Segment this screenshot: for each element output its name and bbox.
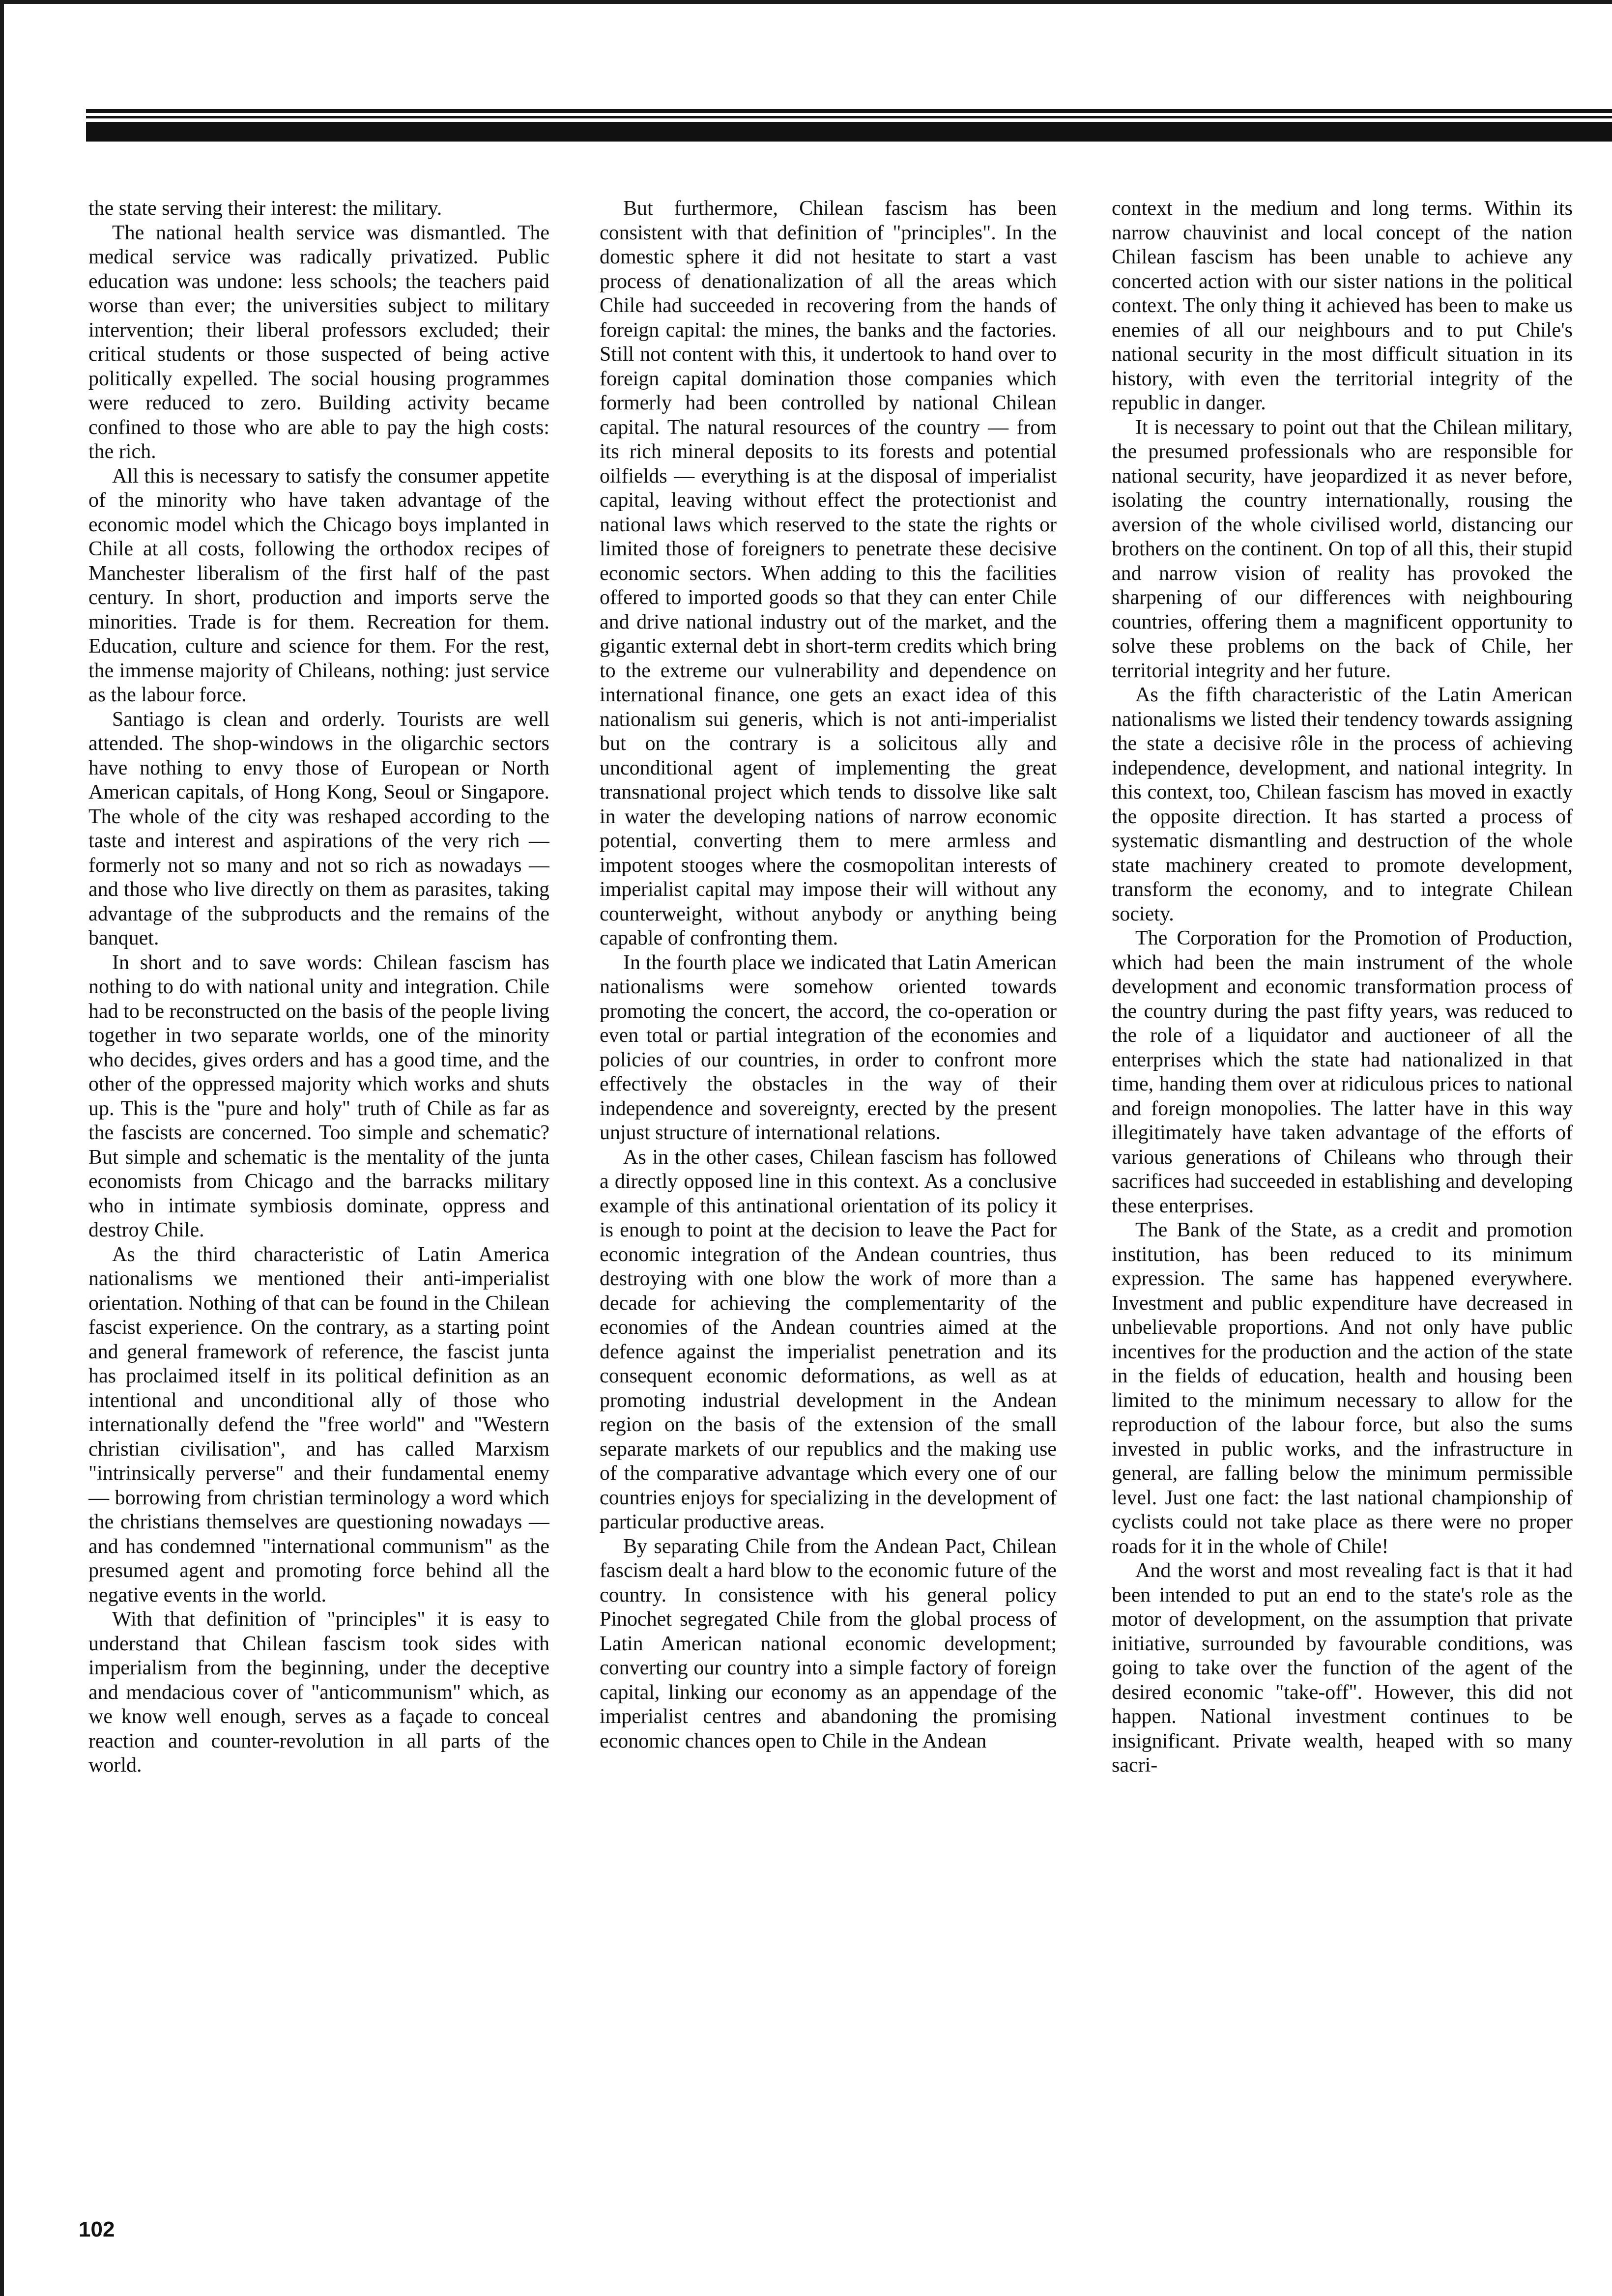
paragraph: As in the other cases, Chilean fascism has followed a directly opposed line in this context. As a conclusive example of this antinational orientation of its policy it is enough to point at the decision to leave the Pact for economic integration of the Andean countries, thus destroying with one blow the work of more than a decade for achieving the complementarity of the economies of the Andean countries aimed at the defence against the imperialist penetration and its consequent economic deformations, as well as at promoting industrial development in the Andean region on the basis of the extension of the small separate markets of our republics and the making use of the comparative advantage which every one of our countries enjoys for specializing in the development of particular productive areas. bbox=[600, 1146, 1057, 1533]
paragraph: It is necessary to point out that the Chilean military, the presumed professionals who are responsible for national security, have jeopardized it as never before, isolating the country internationally, rousing the aversion of the whole civilised world, distancing our brothers on the continent. On top of all this, their stupid and narrow vision of reality has provoked the sharpening of our differences with neighbouring countries, offering them a magnificent opportunity to solve these problems on the back of Chile, her territorial integrity and her future. bbox=[1112, 416, 1573, 682]
page-number: 102 bbox=[79, 2217, 115, 2241]
header-rule-thin-top bbox=[86, 109, 1612, 113]
paragraph: In the fourth place we indicated that Latin American nationalisms were somehow oriented towards promoting the concert, the accord, the co-operation or even total or partial integration of the economies and policies of our countries, in order to confront more effectively the obstacles in the way of their independence and sovereignty, erected by the present unjust structure of international relations. bbox=[600, 951, 1057, 1144]
top-border-rule bbox=[0, 0, 1612, 4]
paragraph: As the fifth characteristic of the Latin American nationalisms we listed their tendency towards assigning the state a decisive rôle in the process of achieving independence, development, and national integrity. In this context, too, Chilean fascism has moved in exactly the opposite direction. It has started a process of systematic dismantling and destruction of the whole state machinery created to promote development, transform the economy, and to integrate Chilean society. bbox=[1112, 684, 1573, 925]
header-rule-thick bbox=[86, 122, 1612, 142]
paragraph: Santiago is clean and orderly. Tourists are well attended. The shop-windows in the oligarchic sectors have nothing to envy those of European or North American capitals, of Hong Kong, Seoul or Singapore. The whole of the city was reshaped according to the taste and interest and aspirations of the very rich — formerly not so many and not so rich as nowadays — and those who live directly on them as parasites, taking advantage of the subproducts and the remains of the banquet. bbox=[88, 708, 549, 949]
paragraph: By separating Chile from the Andean Pact, Chilean fascism dealt a hard blow to the economic future of the country. In consistence with his general policy Pinochet segregated Chile from the global process of Latin American national economic development; converting our country into a simple factory of foreign capital, linking our economy as an appendage of the imperialist centres and abandoning the promising economic chances open to Chile in the Andean bbox=[600, 1535, 1057, 1752]
paragraph: As the third characteristic of Latin America nationalisms we mentioned their anti-imperialist orientation. Nothing of that can be found in the Chilean fascist experience. On the contrary, as a starting point and general framework of reference, the fascist junta has proclaimed itself in its political definition as an intentional and unconditional ally of those who internationally defend the "free world" and "Western christian civilisation", and has called Marxism "intrinsically perverse" and their fundamental enemy — borrowing from christian terminology a word which the christians themselves are questioning nowadays — and has condemned "international communism" as the presumed agent and promoting force behind all the negative events in the world. bbox=[88, 1243, 549, 1607]
paragraph: The national health service was dismantled. The medical service was radically privatized. Public education was undone: less schools; the teachers paid worse than ever; the universities subject to military intervention; their liberal professors excluded; their critical students or those suspected of being active politically expelled. The social housing programmes were reduced to zero. Building activity became confined to those who are able to pay the high costs: the rich. bbox=[88, 221, 549, 463]
paragraph: All this is necessary to satisfy the consumer appetite of the minority who have taken advantage of the economic model which the Chicago boys implanted in Chile at all costs, following the orthodox recipes of Manchester liberalism of the first half of the past century. In short, production and imports serve the minorities. Trade is for them. Recreation for them. Education, culture and science for them. For the rest, the immense majority of Chileans, nothing: just service as the labour force. bbox=[88, 464, 549, 706]
left-border-rule bbox=[0, 0, 4, 2296]
paragraph: And the worst and most revealing fact is that it had been intended to put an end to the state's role as the motor of development, on the assumption that private initiative, surrounded by favourable conditions, was going to take over the function of the agent of the desired economic "take-off". However, this did not happen. National investment continues to be insignificant. Private wealth, heaped with so many sacri- bbox=[1112, 1559, 1573, 1777]
paragraph: The Bank of the State, as a credit and promotion institution, has been reduced to its minimum expression. The same has happened everywhere. Investment and public expenditure have decreased in unbelievable proportions. And not only have public incentives for the production and the action of the state in the fields of education, health and housing been limited to the minimum necessary to allow for the reproduction of the labour force, but also the sums invested in public works, and the infrastructure in general, are falling below the minimum permissible level. Just one fact: the last national championship of cyclists could not take place as there were no proper roads for it in the whole of Chile! bbox=[1112, 1219, 1573, 1558]
paragraph: But furthermore, Chilean fascism has been consistent with that definition of "principles". In the domestic sphere it did not hesitate to start a vast process of denationalization of all the areas which Chile had succeeded in recovering from the hands of foreign capital: the mines, the banks and the factories. Still not content with this, it undertook to hand over to foreign capital domination those companies which formerly had been controlled by national Chilean capital. The natural resources of the country — from its rich mineral deposits to its forests and potential oilfields — everything is at the disposal of imperialist capital, leaving without effect the protectionist and national laws which reserved to the state the rights or limited those of foreigners to penetrate these decisive economic sectors. When adding to this the facilities offered to imported goods so that they can enter Chile and drive national industry out of the market, and the gigantic external debt in short-term credits which bring to the extreme our vulnerability and dependence on international finance, one gets an exact idea of this nationalism sui generis, which is not anti-imperialist but on the contrary is a solicitous ally and unconditional agent of implementing the great transnational project which tends to dissolve like salt in water the developing nations of narrow economic potential, converting them to mere armless and impotent stooges where the cosmopolitan interests of imperialist capital may impose their will without any counterweight, without anybody or anything being capable of confronting them. bbox=[600, 197, 1057, 949]
paragraph: With that definition of "principles" it is easy to understand that Chilean fascism took sides with imperialism from the beginning, under the deceptive and mendacious cover of "anticommunism" which, as we know well enough, serves as a façade to conceal reaction and counter-revolution in all parts of the world. bbox=[88, 1608, 549, 1777]
header-rule-band bbox=[86, 109, 1612, 142]
text-column-2 bbox=[600, 197, 1057, 2182]
header-rule-thin-middle bbox=[86, 116, 1612, 118]
paragraph: In short and to save words: Chilean fascism has nothing to do with national unity and integration. Chile had to be reconstructed on the basis of the people living together in two separate worlds, one of the minority who decides, gives orders and has a good time, and the other of the oppressed majority which works and shuts up. This is the "pure and holy" truth of Chile as far as the fascists are concerned. Too simple and schematic? But simple and schematic is the mentality of the junta economists from Chicago and the barracks military who in intimate symbiosis dominate, oppress and destroy Chile. bbox=[88, 951, 549, 1241]
paragraph: context in the medium and long terms. Within its narrow chauvinist and local concept of the nation Chilean fascism has been unable to achieve any concerted action with our sister nations in the political context. The only thing it achieved has been to make us enemies of all our neighbours and to put Chile's national security in the most difficult situation in its history, with even the territorial integrity of the republic in danger. bbox=[1112, 197, 1573, 414]
paragraph: The Corporation for the Promotion of Production, which had been the main instrument of the whole development and economic transformation process of the country during the past fifty years, was reduced to the role of a liquidator and auctioneer of all the enterprises which the state had nationalized in that time, handing them over at ridiculous prices to national and foreign monopolies. The latter have in this way illegitimately have taken advantage of the efforts of various generations of Chileans who through their sacrifices had succeeded in establishing and developing these enterprises. bbox=[1112, 927, 1573, 1217]
text-column-3 bbox=[1112, 197, 1573, 2182]
paragraph: the state serving their interest: the military. bbox=[88, 197, 442, 220]
text-column-1 bbox=[88, 197, 549, 2182]
